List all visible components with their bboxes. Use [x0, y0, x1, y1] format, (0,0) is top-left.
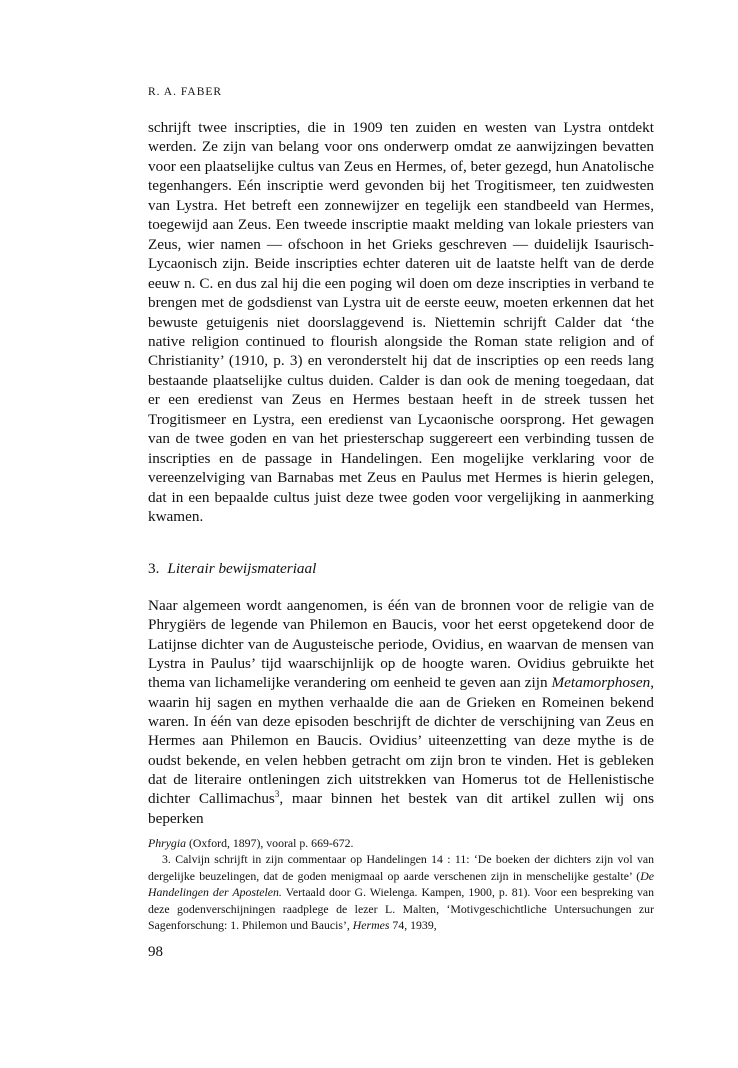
footnote-3-journal-title: Hermes [352, 918, 390, 933]
footnotes [148, 835, 654, 933]
body-paragraph [148, 118, 654, 527]
footnote-italic-title: Phrygia [148, 836, 187, 850]
work-title-italic: Metamorphosen [551, 674, 651, 692]
page-number: 98 [148, 944, 163, 960]
footnote-3-italic-title: De Handelingen der Apostelen. [148, 868, 654, 900]
footnote-continuation [148, 835, 654, 851]
footnote-reference: 3 [274, 789, 280, 800]
section-paragraph [148, 596, 654, 828]
footnote-3 [148, 851, 654, 933]
section-number: 3. [148, 560, 160, 577]
footnote-3-part-b: Vertaald door G. Wielenga. Kampen, 1900, p. 81). Voor een bespreking van deze godenverschijningen raadplege de lezer L. Malten, ‘Motivgeschichtliche Untersuchungen zur Sagenforschung: 1. Philemon und Baucis’, [148, 885, 654, 933]
section-text-part-2: , waarin hij sagen en mythen verhaalde die aan de Grieken en Romeinen bekend waren. In één van deze episoden beschrijft de dichter de verschijning van Zeus en Hermes aan Philemon en Baucis. Ovidius’ uiteenzetting van deze mythe is de oudst bekende, en velen hebben getracht om zijn bron te vinden. Het is gebleken dat de literaire ontleningen zich uitstrekken van Homerus tot de Hellenistische dichter Callimachus [148, 674, 654, 808]
section-text-part-1: Naar algemeen wordt aangenomen, is één van de bronnen voor de religie van de Phrygiërs de legende van Philemon en Baucis, voor het eerst opgetekend door de Latijnse dichter van de Augusteische periode, Ovidius, en waarvan de mensen van Lystra in Paulus’ tijd waarschijnlijk op de hoogte waren. Ovidius gebruikte het thema van lichamelijke verandering om eenheid te geven aan zijn [148, 597, 654, 692]
footnote-3-part-c: 74, 1939, [389, 918, 437, 933]
author-name: R. A. FABER [148, 86, 223, 98]
running-header [148, 86, 222, 98]
paragraph-text: schrijft twee inscripties, die in 1909 ten zuiden en westen van Lystra ontdekt werden. Ze zijn van belang voor ons onderwerp omdat ze aanwijzingen bevatten voor een plaatselijke cultus van Zeus en Hermes, of, beter gezegd, hun Anatolische tegenhangers. Eén inscriptie werd gevonden bij het Trogitismeer, ten zuidwesten van Lystra. Het betreft een zonnewijzer en tegelijk een standbeeld van Hermes, toegewijd aan Zeus. Een tweede inscriptie maakt melding van lokale priesters van Zeus, wier namen — ofschoon in het Grieks geschreven — duidelijk Isaurisch-Lycaonisch zijn. Beide inscripties echter dateren uit de laatste helft van de derde eeuw n. C. en dus zal hij die een poging wil doen om deze inscripties in verband te brengen met de godsdienst van Lystra uit de eerste eeuw, moeten erkennen dat het bewuste getuigenis niet doorslaggevend is. Niettemin schrijft Calder dat ‘the native religion continued to flourish alongside the Roman state religion and of Christianity’ (1910, p. 3) en veronderstelt hij dat de inscripties op een reeds lang bestaande plaatselijke cultus duiden. Calder is dan ook de mening toegedaan, dat er een eredienst van Zeus en Hermes bestaan heeft in de streek tussen het Trogitismeer en Lystra, een eredienst van Lycaonische oorsprong. Het gewagen van de twee goden en van het priesterschap suggereert een verbinding tussen de inscripties en de passage in Handelingen. Een mogelijke verklaring voor de vereenzelviging van Barnabas met Zeus en Paulus met Hermes is hierin gelegen, dat in een bepaalde cultus juist deze twee goden voor vergelijking in aanmerking kwamen. [148, 119, 654, 526]
footnote-continuation-text: (Oxford, 1897), vooral p. 669-672. [186, 836, 354, 850]
section-text-part-3: , maar binnen het bestek van dit artikel zullen wij ons beperken [148, 790, 654, 827]
section-paragraph-text [148, 596, 654, 828]
section-heading [148, 560, 316, 578]
section-title: Literair bewijsmateriaal [167, 560, 317, 577]
footnote-3-part-a: 3. Calvijn schrijft in zijn commentaar op Handelingen 14 : 11: ‘De boeken der dichters zijn vol van dergelijke beuzelingen, dat de goden menigmaal op aarde verschenen zijn in menschelijke gestalte’ ( [148, 852, 654, 883]
